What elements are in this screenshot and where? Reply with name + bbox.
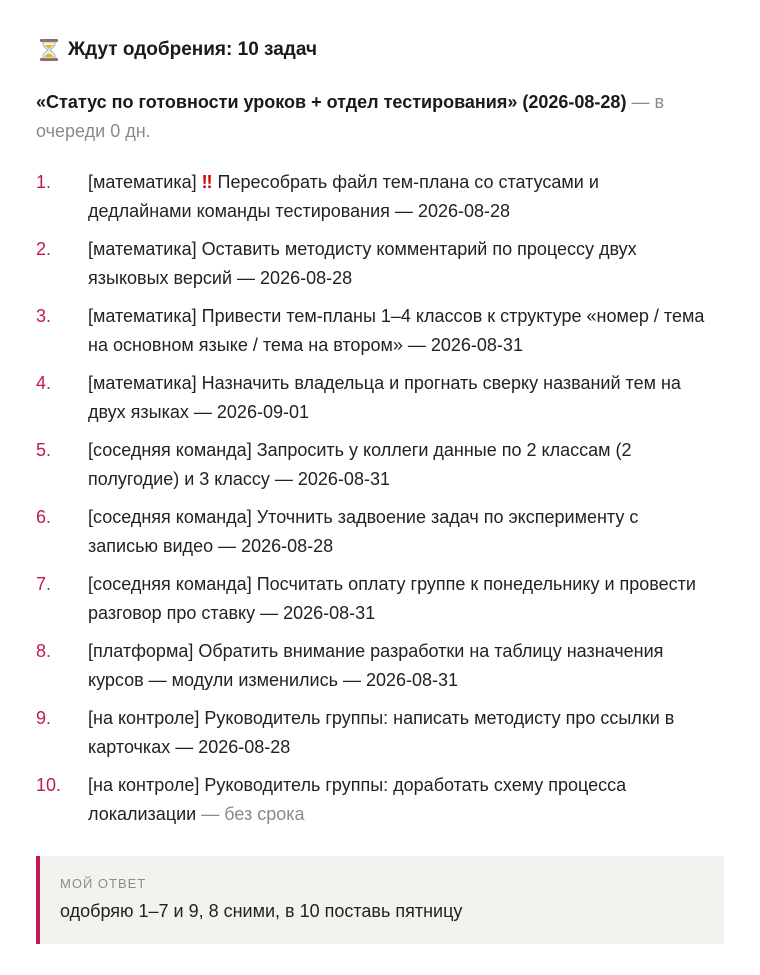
task-due-date: 2026-08-31 <box>297 469 390 489</box>
task-text: [математика] Назначить владельца и прогнать сверку названий тем на двух языках — 2026-09-01 <box>88 373 681 422</box>
task-number: 9. <box>36 708 52 728</box>
task-text: [соседняя команда] Уточнить задвоение задач по эксперименту с записью видео — 2026-08-28 <box>88 507 639 556</box>
task-description: Руководитель группы: написать методисту про ссылки в карточках <box>88 708 675 757</box>
task-due-date: 2026-08-31 <box>430 335 523 355</box>
task-number: 6. <box>36 507 52 527</box>
task-number: 7. <box>36 574 52 594</box>
task-item <box>36 302 726 360</box>
task-description: Посчитать оплату группе к понедельнику и провести разговор про ставку <box>88 574 696 623</box>
task-due-date: 2026-08-28 <box>260 268 353 288</box>
task-due-date: 2026-09-01 <box>216 402 309 422</box>
urgent-icon: ‼ <box>201 172 213 192</box>
task-description: Обратить внимание разработки на таблицу назначения курсов — модули изменились <box>88 641 664 690</box>
reply-text: одобряю 1–7 и 9, 8 сними, в 10 поставь пятницу <box>60 901 463 921</box>
task-text: [соседняя команда] Посчитать оплату группе к понедельнику и провести разговор про ставку — 2026-08-31 <box>88 574 696 623</box>
task-tag: [на контроле] <box>88 775 200 795</box>
reply-label: МОЙ ОТВЕТ <box>60 876 147 891</box>
task-due-date: 2026-08-31 <box>283 603 376 623</box>
task-tag: [соседняя команда] <box>88 507 252 527</box>
task-due-date: 2026-08-28 <box>198 737 291 757</box>
task-item <box>36 235 726 293</box>
task-description: Оставить методисту комментарий по процессу двух языковых версий <box>88 239 637 288</box>
task-description: Пересобрать файл тем-плана со статусами и дедлайнами команды тестирования <box>88 172 599 221</box>
my-reply <box>36 856 724 944</box>
task-description: Назначить владельца и прогнать сверку названий тем на двух языках <box>88 373 681 422</box>
task-description: Руководитель группы: доработать схему процесса локализации <box>88 775 627 824</box>
hourglass-icon <box>38 38 60 62</box>
task-due-date: 2026-08-28 <box>417 201 511 221</box>
task-item <box>36 168 726 226</box>
task-item <box>36 771 726 829</box>
task-due-date: 2026-08-28 <box>241 536 334 556</box>
task-text: [на контроле] Руководитель группы: написать методисту про ссылки в карточках — 2026-08-28 <box>88 708 675 757</box>
task-tag: [платформа] <box>88 641 194 661</box>
task-tag: [соседняя команда] <box>88 574 252 594</box>
task-number: 1. <box>36 172 52 192</box>
task-item <box>36 704 726 762</box>
task-tag: [соседняя команда] <box>88 440 252 460</box>
task-tag: [математика] <box>88 306 197 326</box>
topic-title: «Статус по готовности уроков + отдел тестирования» (2026-08-28) <box>36 92 627 112</box>
task-item <box>36 637 726 695</box>
task-text: [математика] ‼ Пересобрать файл тем-плана со статусами и дедлайнами команды тестирования — 2026-08-28 <box>88 172 599 221</box>
task-description: Привести тем-планы 1–4 классов к структуре «номер / тема на основном языке / тема на втором» <box>88 306 705 355</box>
task-tag: [математика] <box>88 172 197 192</box>
task-number: 2. <box>36 239 52 259</box>
task-text <box>88 771 726 829</box>
panel-header <box>36 36 726 64</box>
task-tag: [математика] <box>88 239 197 259</box>
task-description: Запросить у коллеги данные по 2 классам (2 полугодие) и 3 классу <box>88 440 632 489</box>
task-number: 4. <box>36 373 52 393</box>
task-number: 3. <box>36 306 52 326</box>
task-text: [математика] Привести тем-планы 1–4 классов к структуре «номер / тема на основном языке / тема на втором» — 2026-08-31 <box>88 306 705 355</box>
task-due-date: 2026-08-31 <box>365 670 459 690</box>
task-text: [математика] Оставить методисту комментарий по процессу двух языковых версий — 2026-08-28 <box>88 239 637 288</box>
task-description: Уточнить задвоение задач по эксперименту с записью видео <box>88 507 639 556</box>
task-item <box>36 503 726 561</box>
task-tag: [математика] <box>88 373 197 393</box>
panel-title: Ждут одобрения: 10 задач <box>68 39 317 60</box>
task-no-deadline: — без срока <box>201 804 305 824</box>
approval-panel <box>36 36 726 838</box>
task-tag: [на контроле] <box>88 708 200 728</box>
task-item <box>36 570 726 628</box>
task-text: [платформа] Обратить внимание разработки на таблицу назначения курсов — модули изменились — 2026-08-31 <box>88 641 664 690</box>
task-list <box>36 168 726 829</box>
task-number: 5. <box>36 440 52 460</box>
task-number: 8. <box>36 641 52 661</box>
task-item <box>36 436 726 494</box>
task-number: 10. <box>36 775 62 795</box>
queue-age: — в очереди 0 дн. <box>36 92 665 141</box>
task-item <box>36 369 726 427</box>
task-text: [соседняя команда] Запросить у коллеги данные по 2 классам (2 полугодие) и 3 классу — 2026-08-31 <box>88 440 632 489</box>
topic-line <box>36 88 706 146</box>
